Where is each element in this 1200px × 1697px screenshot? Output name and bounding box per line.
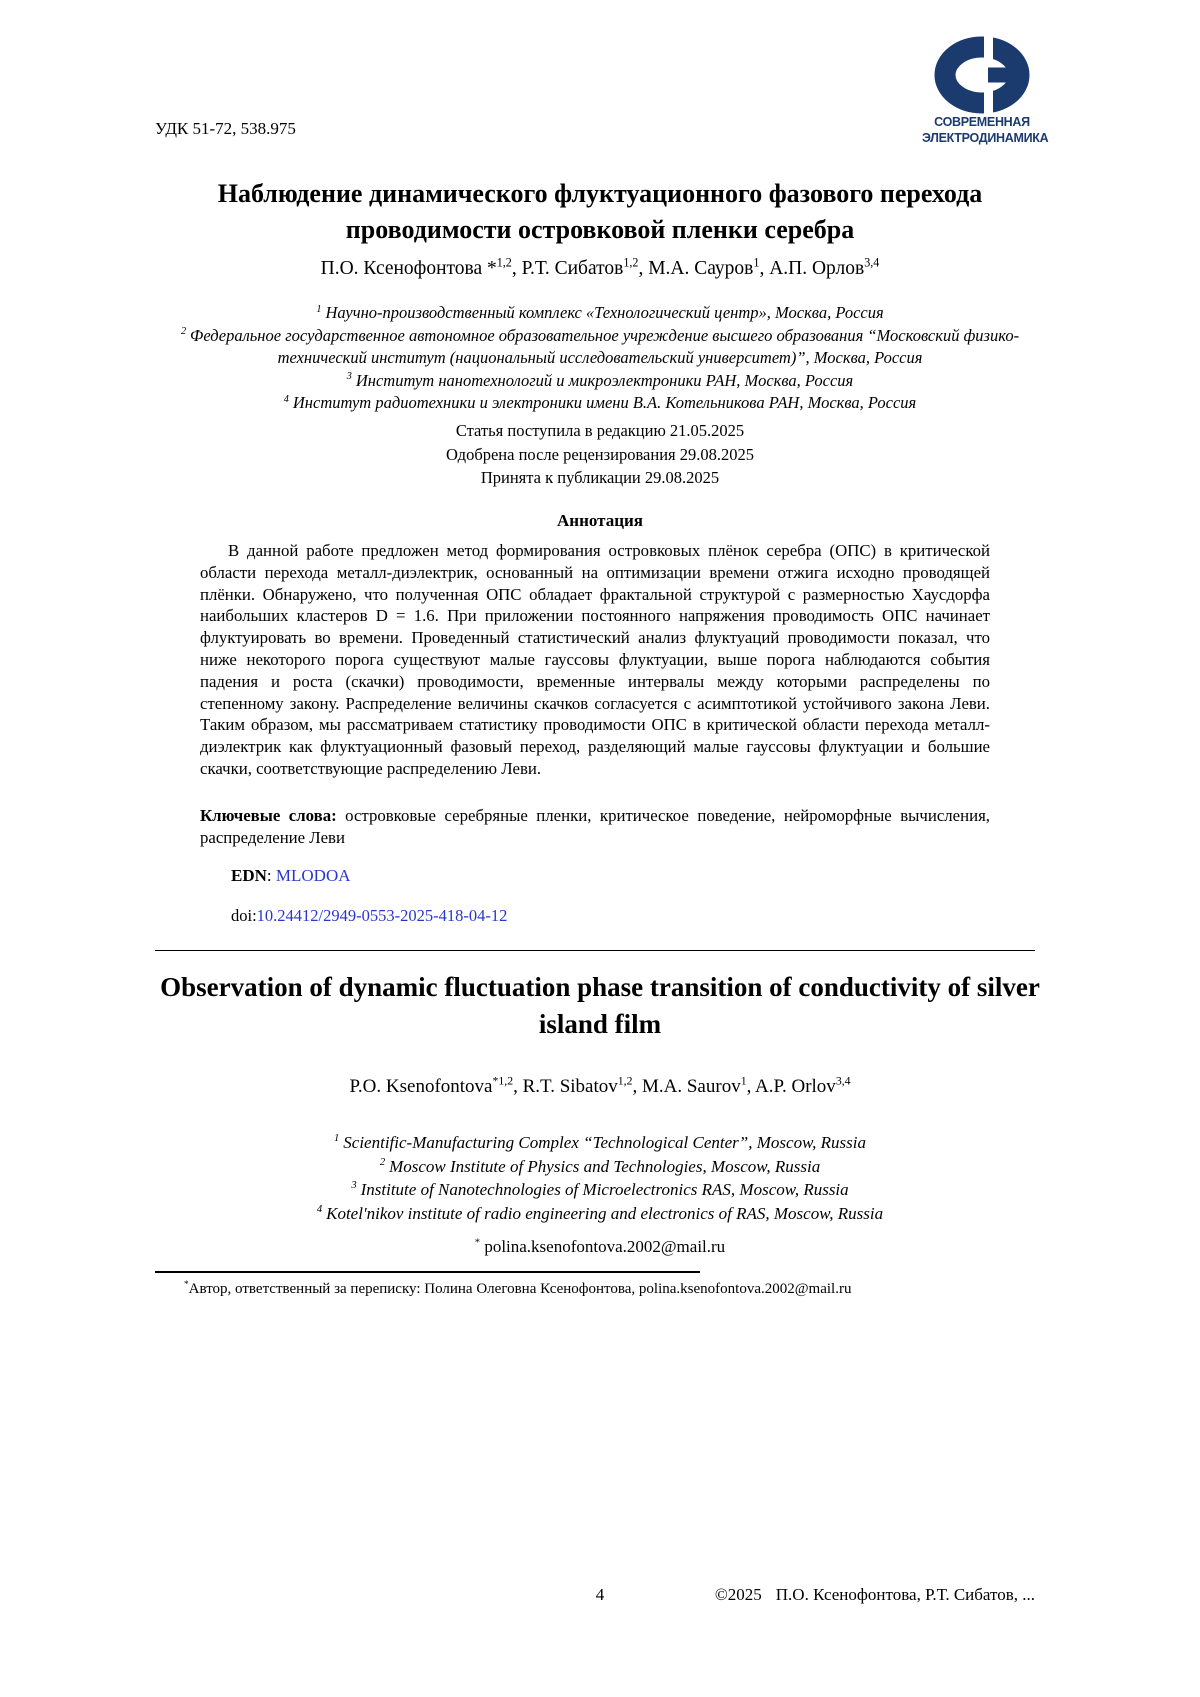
footnote-divider	[155, 1271, 700, 1273]
author-en	[755, 1076, 850, 1097]
abstract-heading: Аннотация	[557, 511, 643, 530]
copyright-line	[715, 1585, 1035, 1605]
affiliation-number: 1	[334, 1133, 340, 1145]
author-affil-sup: 1,2	[617, 1074, 633, 1088]
article-title-ru: Наблюдение динамического флуктуационного фазового перехода проводимости островковой пленки серебра	[217, 179, 983, 244]
author-affil-sup: *1,2	[492, 1074, 514, 1088]
edn-line	[231, 866, 351, 886]
doi-label: doi:	[231, 906, 257, 925]
affiliation-item	[140, 370, 1060, 393]
author-en	[642, 1076, 755, 1097]
affiliation-number: 1	[316, 303, 322, 315]
affiliation-text: Научно-производственный комплекс «Технологический центр», Москва, Россия	[325, 303, 884, 322]
abstract-text: В данной работе предложен метод формирования островковых плёнок серебра (ОПС) в критической области перехода металл-диэлектрик, основанный на оптимизации времени отжига исходно проводящей плёнки. Обнаружено, что полученная ОПС обладает фрактальной структурой с размерностью Хаусдорфа наибольших кластеров D = 1.6. При приложении постоянного напряжения проводимость ОПС начинает флуктуировать во времени. Проведенный статистический анализ флуктуаций проводимости показал, что ниже некоторого порога существуют малые гауссовы флуктуации, выше порога наблюдаются события падения и роста (скачки) проводимости, временные интервалы между которыми распределены по степенному закону. Распределение величины скачков согласуется с асимптотикой устойчивого закона Леви. Таким образом, мы рассматриваем статистику проводимости ОПС в критической области перехода металл-диэлектрик как флуктуационный фазовый переход, разделяющий малые гауссовы флуктуации и большие скачки, соответствующие распределению Леви.	[200, 541, 990, 778]
author-name: M.A. Saurov	[642, 1076, 741, 1097]
author-affil-sup: 3,4	[864, 255, 880, 270]
email-text: polina.ksenofontova.2002@mail.ru	[484, 1237, 726, 1256]
edn-separator: :	[266, 866, 276, 885]
edn-label: EDN	[231, 866, 267, 885]
footnote	[184, 1281, 1044, 1298]
affiliation-number: 2	[379, 1156, 386, 1168]
email-marker: *	[474, 1237, 481, 1249]
author-ru	[521, 255, 649, 279]
author-separator: ,	[632, 1076, 642, 1097]
affiliation-number: 3	[351, 1180, 357, 1192]
authors-en	[150, 1076, 1050, 1098]
copyright-year: ©2025	[714, 1585, 762, 1604]
author-affil-sup: 1,2	[496, 255, 512, 270]
author-name: A.P. Orlov	[755, 1076, 836, 1097]
date-accepted: Принята к публикации 29.08.2025	[480, 468, 720, 487]
author-ru	[648, 255, 770, 279]
keywords-text: островковые серебряные пленки, критическое поведение, нейроморфные вычисления, распределение Леви	[200, 806, 990, 847]
author-affil-sup: 3,4	[835, 1074, 851, 1088]
author-affil-sup: 1	[740, 1074, 747, 1088]
affiliation-text: Institute of Nanotechnologies of Microelectronics RAS, Moscow, Russia	[360, 1180, 849, 1199]
affiliation-item	[140, 392, 1060, 415]
article-dates	[150, 419, 1050, 490]
author-separator: ,	[746, 1076, 756, 1097]
section-divider	[155, 950, 1035, 951]
affiliation-text: Институт радиотехники и электроники имени В.А. Котельникова РАН, Москва, Россия	[292, 393, 917, 412]
affiliation-text: Moscow Institute of Physics and Technologies, Moscow, Russia	[389, 1156, 821, 1176]
affiliation-text: Scientific-Manufacturing Complex “Technological Center”, Moscow, Russia	[343, 1133, 866, 1152]
doi-line	[231, 906, 507, 926]
logo-e-bar	[988, 68, 1012, 83]
author-ru	[769, 255, 880, 279]
date-received: Статья поступила в редакцию 21.05.2025	[455, 421, 745, 440]
journal-logo-icon	[931, 36, 1033, 114]
author-en	[349, 1076, 522, 1097]
page-number: 4	[595, 1585, 605, 1604]
affiliation-item	[140, 325, 1060, 370]
affiliation-text: Kotel'nikov institute of radio engineering and electronics of RAS, Moscow, Russia	[326, 1203, 884, 1223]
affiliations-en	[140, 1131, 1060, 1225]
affiliation-item	[140, 1202, 1060, 1226]
author-name: Р.Т. Сибатов	[521, 258, 624, 279]
doi-link[interactable]: 10.24412/2949-0553-2025-418-04-12	[256, 906, 508, 925]
affiliation-text: Институт нанотехнологий и микроэлектроники РАН, Москва, Россия	[355, 370, 854, 390]
affiliation-text: Федеральное государственное автономное образовательное учреждение высшего образования “Московский физико-технический институт (национальный исследовательский университет)”, Москва, Россия	[190, 325, 1020, 367]
author-separator: ,	[511, 258, 522, 279]
author-separator: ,	[513, 1076, 523, 1097]
author-affil-sup: 1,2	[623, 255, 639, 270]
corresponding-email	[150, 1237, 1050, 1257]
affiliation-item	[140, 1131, 1060, 1155]
copyright-authors: П.О. Ксенофонтова, Р.Т. Сибатов, ...	[775, 1585, 1035, 1604]
affiliation-item	[140, 1178, 1060, 1202]
journal-logo	[922, 36, 1049, 146]
author-separator: ,	[638, 258, 649, 279]
affiliation-item	[140, 302, 1060, 325]
author-affil-sup: 1	[753, 255, 760, 270]
author-en	[523, 1076, 642, 1097]
affiliation-number: 3	[346, 371, 352, 382]
footnote-text: Автор, ответственный за переписку: Полина Олеговна Ксенофонтова, polina.ksenofontova.2002@mail.ru	[188, 1281, 852, 1297]
affiliation-item	[140, 1155, 1060, 1179]
author-name: М.А. Сауров	[648, 258, 754, 279]
udc-code: УДК 51-72, 538.975	[155, 119, 296, 138]
affiliation-number: 4	[283, 393, 289, 405]
article-title-en: Observation of dynamic fluctuation phase transition of conductivity of silver island film	[160, 972, 1040, 1039]
keywords-line	[200, 805, 990, 849]
date-revised: Одобрена после рецензирования 29.08.2025	[445, 444, 754, 464]
logo-text-line2: ЭЛЕКТРОДИНАМИКА	[922, 131, 1049, 145]
footnote-marker: *	[184, 1280, 189, 1290]
affiliation-number: 2	[180, 326, 187, 337]
affiliations-ru	[140, 302, 1060, 415]
author-name: R.T. Sibatov	[522, 1076, 618, 1097]
author-separator: ,	[759, 258, 770, 279]
author-name: А.П. Орлов	[769, 258, 865, 279]
authors-ru	[150, 255, 1050, 280]
affiliation-number: 4	[316, 1203, 323, 1215]
author-name: P.O. Ksenofontova	[349, 1076, 493, 1097]
logo-text-line1: СОВРЕМЕННАЯ	[934, 115, 1030, 129]
author-name: П.О. Ксенофонтова *	[320, 258, 497, 279]
author-ru	[320, 255, 522, 279]
edn-link[interactable]: MLODOA	[275, 866, 351, 885]
keywords-label: Ключевые слова:	[200, 806, 337, 825]
